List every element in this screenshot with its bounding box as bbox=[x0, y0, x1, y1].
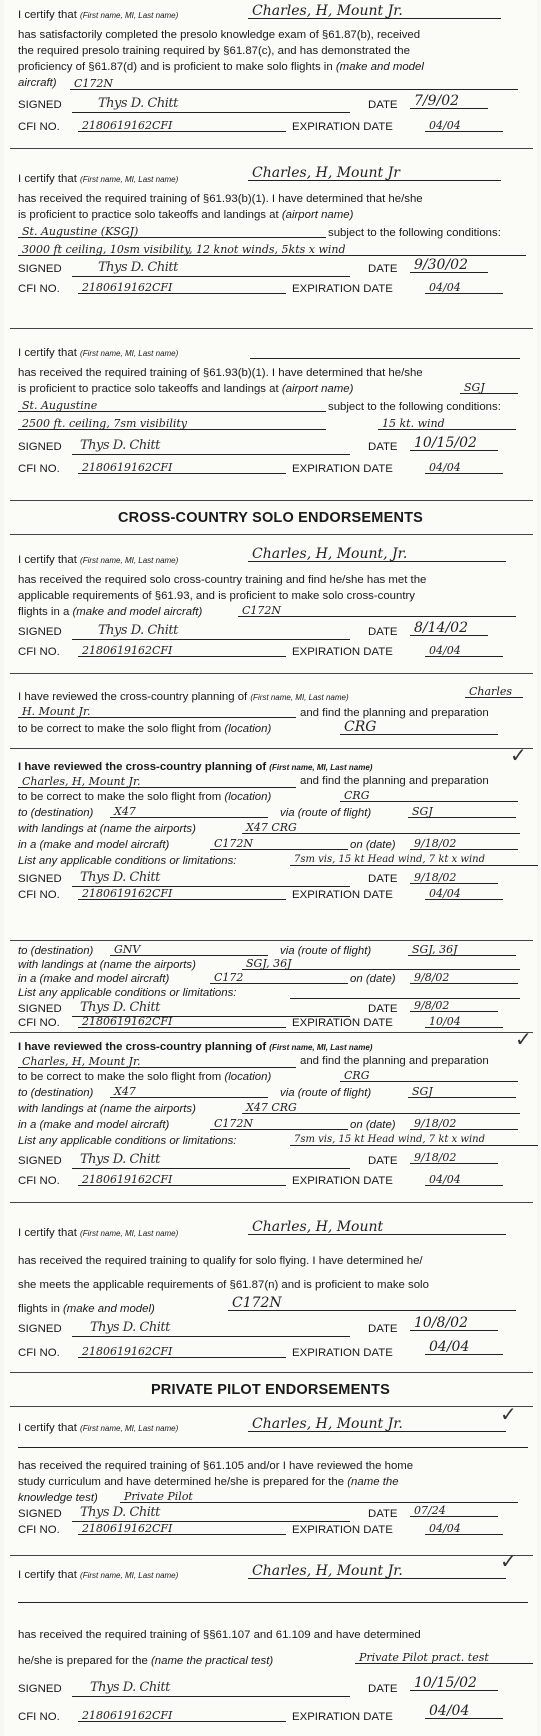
landings-label: with landings at (name the airports) bbox=[18, 1103, 196, 1115]
signed-label: SIGNED bbox=[18, 873, 62, 885]
conditions-value-2: 15 kt. wind bbox=[378, 418, 516, 430]
body-line: is proficient to practice solo takeoffs and landings at bbox=[18, 209, 279, 221]
route-value: SGJ, 36J bbox=[408, 944, 516, 956]
signed-label: SIGNED bbox=[18, 1683, 62, 1695]
airport-hint: (airport name) bbox=[281, 209, 354, 221]
name-hint: (First name, MI, Last name) bbox=[80, 11, 179, 20]
solo-takeoff-landing-endorsement-2 bbox=[10, 328, 533, 501]
conditions-hint: subject to the following conditions: bbox=[328, 227, 501, 239]
name-hint: (First name, MI, Last name) bbox=[80, 349, 179, 358]
landings-label: with landings at (name the airports) bbox=[18, 959, 196, 971]
aircraft-value: C172N bbox=[70, 78, 518, 90]
check-mark-icon: ✓ bbox=[500, 1549, 517, 1573]
landings-value: SGJ, 36J bbox=[242, 958, 520, 970]
conditions-value: 7sm vis, 15 kt Head wind, 7 kt x wind bbox=[290, 1134, 538, 1146]
on-date-label: on (date) bbox=[350, 1119, 396, 1131]
on-date-label: on (date) bbox=[350, 973, 396, 985]
body-line: has received the required training of §61.93(b)(1). I have determined that he/she bbox=[18, 367, 423, 379]
cfi-number: 2180619162CFI bbox=[78, 1523, 286, 1535]
route-value: SGJ bbox=[408, 1086, 516, 1098]
cross-country-planning-review-1 bbox=[10, 743, 533, 941]
student-name: Charles, H, Mount Jr. bbox=[248, 1564, 506, 1579]
exp-value: 04/04 bbox=[425, 462, 503, 474]
student-name: Charles, H, Mount, Jr. bbox=[248, 547, 506, 562]
signature: Thys D. Chitt bbox=[90, 1680, 170, 1695]
cfi-number: 2180619162CFI bbox=[78, 888, 286, 900]
private-knowledge-test-endorsement bbox=[10, 1402, 533, 1556]
cfi-number: 2180619162CFI bbox=[78, 645, 286, 657]
route-label: via (route of flight) bbox=[280, 945, 372, 957]
destination-value: X47 bbox=[110, 806, 268, 818]
exp-label: EXPIRATION DATE bbox=[292, 121, 393, 133]
cross-country-planning-review-2 bbox=[10, 1027, 533, 1203]
destination-value: X47 bbox=[110, 1086, 268, 1098]
cfi-number: 2180619162CFI bbox=[78, 282, 286, 294]
aircraft-value: C172 bbox=[210, 972, 348, 984]
airport-value: St. Augustine (KSGJ) bbox=[18, 226, 326, 238]
exp-label: EXPIRATION DATE bbox=[292, 1017, 393, 1029]
private-pilot-header: PRIVATE PILOT ENDORSEMENTS bbox=[150, 1382, 391, 1398]
body-line: has received the required training of §61.105 and/or I have reviewed the home bbox=[18, 1460, 414, 1472]
date-value: 7/9/02 bbox=[410, 94, 488, 109]
conditions-hint: subject to the following conditions: bbox=[328, 401, 501, 413]
signed-label: SIGNED bbox=[18, 1508, 62, 1520]
date-value: 9/8/02 bbox=[410, 1000, 498, 1012]
body-line: proficiency of §61.87(d) and is proficient to make solo flights in bbox=[18, 61, 333, 73]
airport-code: SGJ bbox=[460, 382, 518, 394]
exp-value: 04/04 bbox=[425, 120, 503, 132]
date-value: 8/14/02 bbox=[410, 621, 488, 636]
exp-value: 04/04 bbox=[425, 1523, 503, 1535]
solo-takeoff-landing-endorsement-1 bbox=[10, 148, 533, 329]
date-value: 07/24 bbox=[410, 1505, 498, 1517]
location-value: CRG bbox=[340, 790, 518, 802]
location-hint: (location) bbox=[224, 791, 272, 803]
signature: Thys D. Chitt bbox=[98, 623, 178, 638]
date-value: 9/30/02 bbox=[410, 258, 488, 273]
body-line: has received the required solo cross-country training and find he/she has met the bbox=[18, 574, 427, 586]
date-label: DATE bbox=[368, 1003, 398, 1015]
name-hint: (First name, MI, Last name) bbox=[80, 556, 179, 565]
date-label: DATE bbox=[368, 626, 398, 638]
destination-label: to (destination) bbox=[18, 807, 94, 819]
presolo-knowledge-endorsement bbox=[10, 0, 533, 149]
signature: Thys D. Chitt bbox=[80, 1000, 160, 1015]
cfi-number: 2180619162CFI bbox=[78, 1346, 286, 1358]
solo-flying-qualification-endorsement bbox=[10, 1202, 533, 1373]
find-planning-label: and find the planning and preparation bbox=[300, 775, 489, 787]
signature: Thys D. Chitt bbox=[98, 96, 178, 111]
conditions-value: 3000 ft ceiling, 10sm visibility, 12 knot winds, 5kts x wind bbox=[18, 244, 526, 256]
body-line: applicable requirements of §61.93, and is proficient to make solo cross-country bbox=[18, 590, 415, 602]
student-name: Charles, H, Mount Jr. bbox=[248, 4, 501, 19]
conditions-value: 7sm vis, 15 kt Head wind, 7 kt x wind bbox=[290, 854, 538, 866]
aircraft-label: aircraft) bbox=[18, 77, 57, 89]
cfi-label: CFI NO. bbox=[18, 1347, 60, 1359]
cfi-label: CFI NO. bbox=[18, 1711, 60, 1723]
conditions-label: List any applicable conditions or limitations: bbox=[18, 1135, 237, 1147]
cross-country-header: CROSS-COUNTRY SOLO ENDORSEMENTS bbox=[117, 510, 424, 526]
body-line: has received the required training to qualify for solo flying. I have determined he/ bbox=[18, 1255, 423, 1267]
cfi-number: 2180619162CFI bbox=[78, 1710, 286, 1722]
aircraft-value: C172N bbox=[210, 1118, 348, 1130]
reviewed-label: I have reviewed the cross-country planning of bbox=[18, 761, 267, 773]
date-label: DATE bbox=[368, 1323, 398, 1335]
name-hint: (First name, MI, Last name) bbox=[80, 1571, 179, 1580]
cfi-label: CFI NO. bbox=[18, 1524, 60, 1536]
body-line: has received the required training of §§61.107 and 61.109 and have determined bbox=[18, 1629, 421, 1641]
find-planning-label: and find the planning and preparation bbox=[300, 1055, 489, 1067]
on-date-value: 9/18/02 bbox=[410, 1118, 518, 1130]
signed-label: SIGNED bbox=[18, 626, 62, 638]
aircraft-value: C172N bbox=[238, 605, 516, 617]
certify-label: I certify that bbox=[18, 554, 77, 566]
find-planning-label: and find the planning and preparation bbox=[300, 707, 489, 719]
body-line: he/she is prepared for the bbox=[18, 1655, 148, 1667]
cfi-number: 2180619162CFI bbox=[78, 462, 286, 474]
body-line: flights in bbox=[18, 1303, 60, 1315]
aircraft-value: C172N bbox=[210, 838, 348, 850]
cfi-label: CFI NO. bbox=[18, 463, 60, 475]
check-mark-icon: ✓ bbox=[510, 743, 527, 767]
endorsement-page bbox=[4, 0, 537, 1736]
on-date-label: on (date) bbox=[350, 839, 396, 851]
exp-value: 04/04 bbox=[425, 1704, 503, 1719]
cfi-label: CFI NO. bbox=[18, 1017, 60, 1029]
cfi-number: 2180619162CFI bbox=[78, 1016, 286, 1028]
route-label: via (route of flight) bbox=[280, 1087, 372, 1099]
date-value: 10/15/02 bbox=[410, 436, 498, 451]
location-hint: (location) bbox=[224, 1071, 272, 1083]
exp-value: 04/04 bbox=[425, 1174, 503, 1186]
body-line: has received the required training of §61.93(b)(1). I have determined that he/she bbox=[18, 193, 423, 205]
body-line: flights in a bbox=[18, 606, 70, 618]
landings-value: X47 CRG bbox=[242, 1102, 520, 1114]
knowledge-test-label: knowledge test) bbox=[18, 1492, 98, 1504]
cfi-label: CFI NO. bbox=[18, 889, 60, 901]
date-label: DATE bbox=[368, 1155, 398, 1167]
body-line: she meets the applicable requirements of §61.87(n) and is proficient to make solo bbox=[18, 1279, 429, 1291]
exp-value: 10/04 bbox=[425, 1016, 503, 1028]
name-hint: (First name, MI, Last name) bbox=[80, 1424, 179, 1433]
check-mark-icon: ✓ bbox=[500, 1402, 517, 1426]
conditions-label: List any applicable conditions or limitations: bbox=[18, 855, 237, 867]
date-label: DATE bbox=[368, 441, 398, 453]
signed-label: SIGNED bbox=[18, 1003, 62, 1015]
signature: Thys D. Chitt bbox=[90, 1320, 170, 1335]
exp-label: EXPIRATION DATE bbox=[292, 283, 393, 295]
conditions-label: List any applicable conditions or limitations: bbox=[18, 987, 237, 999]
signature: Thys D. Chitt bbox=[80, 870, 160, 885]
correct-solo-label: to be correct to make the solo flight from bbox=[18, 723, 222, 735]
cfi-number: 2180619162CFI bbox=[78, 1174, 286, 1186]
certify-label: I certify that bbox=[18, 173, 77, 185]
student-name: Charles, H, Mount Jr. bbox=[18, 1056, 296, 1068]
make-model-hint: (make and model bbox=[335, 61, 424, 73]
cfi-label: CFI NO. bbox=[18, 121, 60, 133]
cross-country-planning-review-brief bbox=[10, 672, 533, 749]
date-label: DATE bbox=[368, 873, 398, 885]
destination-label: to (destination) bbox=[18, 1087, 94, 1099]
signature: Thys D. Chitt bbox=[80, 1152, 160, 1167]
exp-label: EXPIRATION DATE bbox=[292, 889, 393, 901]
test-value: Private Pilot pract. test bbox=[355, 1652, 533, 1664]
cfi-label: CFI NO. bbox=[18, 1175, 60, 1187]
location-value: CRG bbox=[340, 720, 498, 735]
certify-label: I certify that bbox=[18, 1569, 77, 1581]
signature: Thys D. Chitt bbox=[98, 260, 178, 275]
student-name: Charles, H, Mount bbox=[248, 1220, 506, 1235]
location-value: CRG bbox=[340, 1070, 518, 1082]
cross-country-second-leg bbox=[10, 940, 533, 1033]
date-label: DATE bbox=[368, 1508, 398, 1520]
date-value: 9/18/02 bbox=[410, 1152, 498, 1164]
certify-label: I certify that bbox=[18, 1227, 77, 1239]
correct-solo-label: to be correct to make the solo flight from bbox=[18, 1071, 222, 1083]
date-label: DATE bbox=[368, 99, 398, 111]
exp-label: EXPIRATION DATE bbox=[292, 1347, 393, 1359]
date-value: 10/8/02 bbox=[410, 1316, 498, 1331]
signature: Thys D. Chitt bbox=[80, 1505, 160, 1520]
route-value: SGJ bbox=[408, 806, 516, 818]
signed-label: SIGNED bbox=[18, 99, 62, 111]
landings-value: X47 CRG bbox=[242, 822, 520, 834]
reviewed-label: I have reviewed the cross-country planning of bbox=[18, 691, 248, 703]
body-line: the required presolo training required by §61.87(c), and has demonstrated the bbox=[18, 45, 410, 57]
conditions-value: 2500 ft. ceiling, 7sm visibility bbox=[18, 418, 326, 430]
aircraft-label: in a (make and model aircraft) bbox=[18, 1119, 170, 1131]
exp-label: EXPIRATION DATE bbox=[292, 1175, 393, 1187]
location-hint: (location) bbox=[224, 723, 272, 735]
date-value: 10/15/02 bbox=[410, 1676, 498, 1691]
cfi-label: CFI NO. bbox=[18, 283, 60, 295]
signature: Thys D. Chitt bbox=[80, 438, 160, 453]
exp-value: 04/04 bbox=[425, 1340, 503, 1355]
private-practical-test-endorsement bbox=[10, 1549, 533, 1734]
make-model-hint: (make and model aircraft) bbox=[72, 606, 203, 618]
signed-label: SIGNED bbox=[18, 263, 62, 275]
certify-label: I certify that bbox=[18, 9, 77, 21]
body-line: has satisfactorily completed the presolo knowledge exam of §61.87(b), received bbox=[18, 29, 421, 41]
airport-value: St. Augustine bbox=[18, 400, 326, 412]
landings-label: with landings at (name the airports) bbox=[18, 823, 196, 835]
name-hint: (First name, MI, Last name) bbox=[80, 175, 179, 184]
date-label: DATE bbox=[368, 263, 398, 275]
exp-label: EXPIRATION DATE bbox=[292, 1524, 393, 1536]
cfi-number: 2180619162CFI bbox=[78, 120, 286, 132]
exp-value: 04/04 bbox=[425, 282, 503, 294]
exp-label: EXPIRATION DATE bbox=[292, 463, 393, 475]
test-hint: (name the bbox=[347, 1476, 399, 1488]
route-label: via (route of flight) bbox=[280, 807, 372, 819]
on-date-value: 9/8/02 bbox=[410, 972, 518, 984]
exp-value: 04/04 bbox=[425, 888, 503, 900]
airport-hint: (airport name) bbox=[281, 383, 354, 395]
exp-label: EXPIRATION DATE bbox=[292, 1711, 393, 1723]
aircraft-value: C172N bbox=[228, 1296, 516, 1311]
cross-country-training-endorsement bbox=[10, 534, 533, 674]
student-name-1: Charles bbox=[465, 686, 523, 698]
certify-label: I certify that bbox=[18, 1422, 77, 1434]
body-line: is proficient to practice solo takeoffs and landings at bbox=[18, 383, 279, 395]
certify-label: I certify that bbox=[18, 347, 77, 359]
student-name: Charles, H, Mount Jr. bbox=[248, 1417, 506, 1432]
destination-label: to (destination) bbox=[18, 945, 94, 957]
signed-label: SIGNED bbox=[18, 1323, 62, 1335]
correct-solo-label: to be correct to make the solo flight from bbox=[18, 791, 222, 803]
on-date-value: 9/18/02 bbox=[410, 838, 518, 850]
destination-value: GNV bbox=[110, 944, 268, 956]
check-mark-icon: ✓ bbox=[515, 1027, 532, 1051]
student-name: Charles, H, Mount Jr. bbox=[18, 776, 296, 788]
reviewed-label: I have reviewed the cross-country planning of bbox=[18, 1041, 267, 1053]
name-hint: (First name, MI, Last name) bbox=[269, 1043, 373, 1052]
name-hint: (First name, MI, Last name) bbox=[250, 693, 349, 702]
test-value: Private Pilot bbox=[120, 1491, 518, 1503]
cfi-label: CFI NO. bbox=[18, 646, 60, 658]
date-label: DATE bbox=[368, 1683, 398, 1695]
make-model-hint: (make and model) bbox=[62, 1303, 155, 1315]
student-name-2: H. Mount Jr. bbox=[18, 706, 296, 718]
exp-value: 04/04 bbox=[425, 645, 503, 657]
signed-label: SIGNED bbox=[18, 1155, 62, 1167]
body-line: study curriculum and have determined he/she is prepared for the bbox=[18, 1476, 345, 1488]
student-name: Charles, H, Mount Jr bbox=[248, 166, 501, 181]
signed-label: SIGNED bbox=[18, 441, 62, 453]
name-hint: (First name, MI, Last name) bbox=[80, 1229, 179, 1238]
name-hint: (First name, MI, Last name) bbox=[269, 763, 373, 772]
aircraft-label: in a (make and model aircraft) bbox=[18, 973, 170, 985]
exp-label: EXPIRATION DATE bbox=[292, 646, 393, 658]
test-hint: (name the practical test) bbox=[150, 1655, 274, 1667]
date-value: 9/18/02 bbox=[410, 872, 498, 884]
aircraft-label: in a (make and model aircraft) bbox=[18, 839, 170, 851]
